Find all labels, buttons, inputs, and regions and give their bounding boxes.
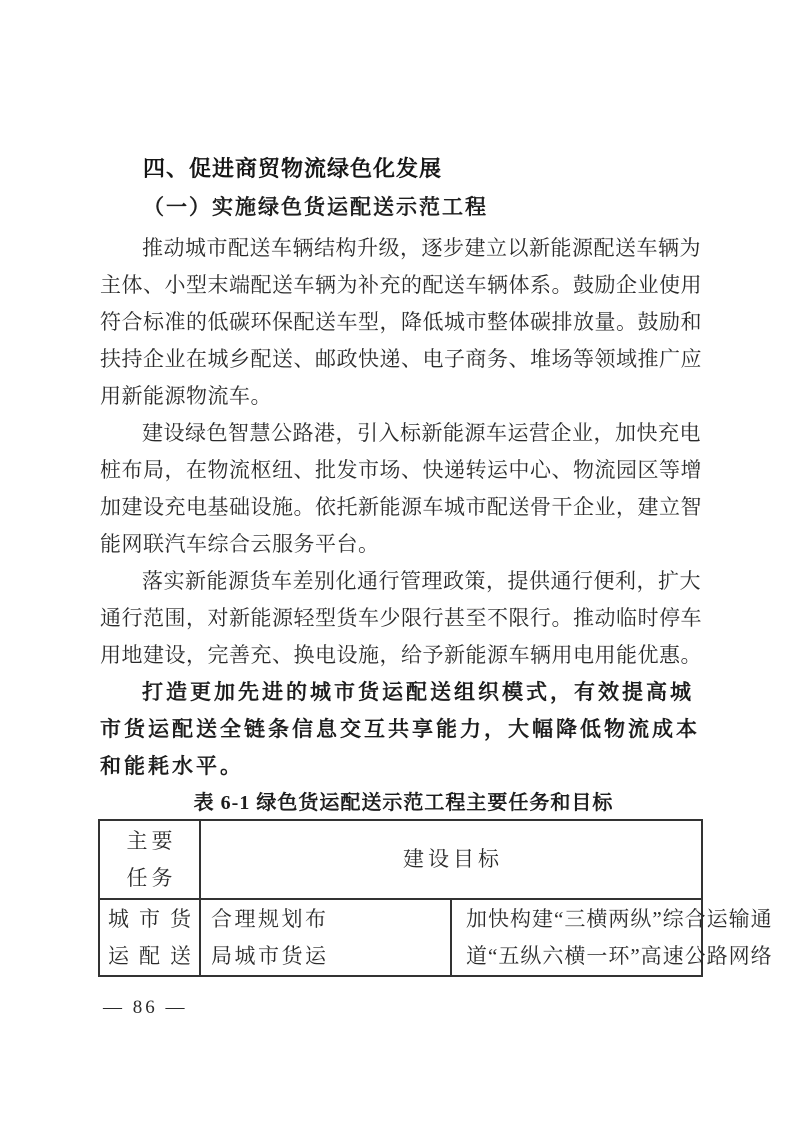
paragraph-line: 落实新能源货车差别化通行管理政策，提供通行便利，扩大 xyxy=(142,569,701,593)
paragraph-line: 用地建设，完善充、换电设施，给予新能源车辆用电用能优惠。 xyxy=(100,643,702,667)
paragraph-line: 主体、小型末端配送车辆为补充的配送车辆体系。鼓励企业使用 xyxy=(100,273,702,297)
paragraph-line: 扶持企业在城乡配送、邮政快递、电子商务、堆场等领域推广应 xyxy=(100,347,702,371)
subsection-heading: （一）实施绿色货运配送示范工程 xyxy=(143,195,488,219)
subtask-line2: 局城市货运 xyxy=(211,943,329,968)
paragraph-line: 符合标准的低碳环保配送车型，降低城市整体碳排放量。鼓励和 xyxy=(100,310,702,334)
paragraph-highway-port xyxy=(100,415,707,563)
table-row xyxy=(99,899,702,976)
tasks-table xyxy=(98,819,773,977)
paragraph-line: 和能耗水平。 xyxy=(100,754,244,778)
table-header-row xyxy=(99,820,702,899)
goal-line2: 道“五纵六横一环”高速公路网络 xyxy=(466,943,773,968)
task-name-line1: 城市货 xyxy=(108,906,201,931)
task-name-line2: 运配送 xyxy=(108,943,201,968)
paragraph-delivery-model xyxy=(100,674,707,785)
paragraph-line: 能网联汽车综合云服务平台。 xyxy=(100,532,380,556)
section-heading: 四、促进商贸物流绿色化发展 xyxy=(143,156,443,181)
paragraph-line: 加建设充电基础设施。依托新能源车城市配送骨干企业，建立智 xyxy=(100,495,702,519)
header-construction-goals-label: 建设目标 xyxy=(403,847,503,871)
header-cell-construction-goals xyxy=(200,820,702,899)
cell-task-name xyxy=(99,899,200,976)
cell-goal xyxy=(451,899,773,976)
header-main-tasks-line2: 任务 xyxy=(126,865,177,890)
page-number: — 86 — xyxy=(103,997,188,1018)
paragraph-vehicle-upgrade xyxy=(100,230,707,415)
paragraph-line: 用新能源物流车。 xyxy=(100,384,272,408)
paragraph-line: 推动城市配送车辆结构升级，逐步建立以新能源配送车辆为 xyxy=(142,236,701,260)
table-caption: 表 6-1 绿色货运配送示范工程主要任务和目标 xyxy=(193,792,614,814)
header-cell-main-tasks xyxy=(99,820,200,899)
subtask-line1: 合理规划布 xyxy=(211,906,329,931)
paragraph-line: 通行范围，对新能源轻型货车少限行甚至不限行。推动临时停车 xyxy=(100,606,702,630)
cell-subtask xyxy=(200,899,451,976)
paragraph-line: 打造更加先进的城市货运配送组织模式，有效提高城 xyxy=(142,680,694,704)
paragraph-line: 市货运配送全链条信息交互共享能力，大幅降低物流成本 xyxy=(100,717,700,741)
paragraph-line: 桩布局，在物流枢纽、批发市场、快递转运中心、物流园区等增 xyxy=(100,458,702,482)
paragraph-traffic-policy xyxy=(100,563,707,674)
header-main-tasks-line1: 主要 xyxy=(126,828,177,853)
paragraph-line: 建设绿色智慧公路港，引入标新能源车运营企业，加快充电 xyxy=(142,421,701,445)
goal-line1: 加快构建“三横两纵”综合运输通 xyxy=(466,906,773,931)
